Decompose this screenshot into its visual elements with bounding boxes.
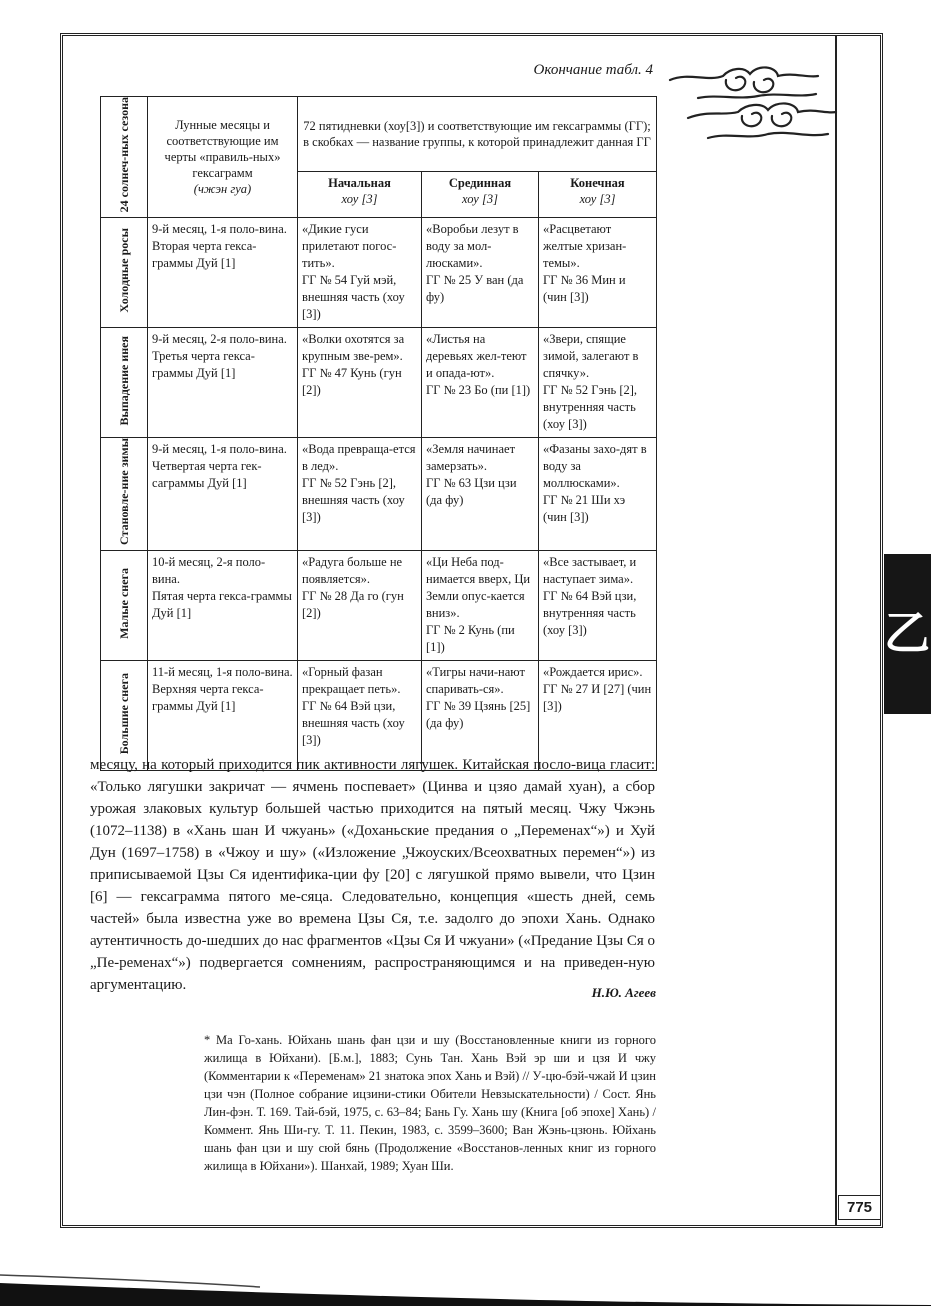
author-signature: Н.Ю. Агеев xyxy=(591,985,656,1000)
table-row xyxy=(101,438,657,551)
initial-cell: «Вода превраща-ется в лед». ГГ № 52 Гэнь [2], внешняя часть (хоу [3]) xyxy=(298,438,422,551)
middle-cell: «Листья на деревьях жел-теют и опада-ют». ГГ № 23 Бо (пи [1]) xyxy=(422,328,539,438)
header-final: Конечная хоу [3] xyxy=(539,171,657,218)
middle-cell: «Воробьи лезут в воду за мол-люсками». ГГ № 25 У ван (да фу) xyxy=(422,218,539,328)
header-pentads: 72 пятидневки (хоу[3]) и соответствующие им гексаграммы (ГГ); в скобках — название группы, к которой принадлежит данная ГГ xyxy=(298,97,657,172)
season-cell: Холодные росы xyxy=(101,218,148,328)
initial-cell: «Волки охотятся за крупным зве-рем». ГГ № 47 Кунь (гун [2]) xyxy=(298,328,422,438)
middle-cell: «Ци Неба под-нимается вверх, Ци Земли опус-кается вниз». ГГ № 2 Кунь (пи [1]) xyxy=(422,551,539,661)
season-cell: Большие снега xyxy=(101,661,148,771)
running-head: Окончание табл. 4 xyxy=(533,62,653,78)
table-row xyxy=(101,218,657,328)
middle-cell: «Тигры начи-нают спаривать-ся». ГГ № 39 Цзянь [25] (да фу) xyxy=(422,661,539,771)
month-cell: 9-й месяц, 1-я поло-вина. Вторая черта гекса-граммы Дуй [1] xyxy=(148,218,298,328)
footnote: * Ма Го-хань. Юйхань шань фан цзи и шу (Восстановленные книги из горного жилища в Юйхани). [Б.м.], 1883; Сунь Тан. Хань Вэй эр ши и цзя И чжу (Комментарии к «Переменам» 21 знатока эпох Хань и Вэй) // У-цю-бэй-чжай И цзин цзи чэн (Полное собрание ицзини-стики Обители Невзыскательности) / Сост. Янь Лин-фэн. Т. 169. Тай-бэй, 1975, с. 63–84; Бань Гу. Хань шу (Книга [об эпохе] Хань) / Коммент. Янь Ши-гу. Т. 11. Пекин, 1983, с. 3599–3600; Ван Жэнь-цзюнь. Юйхань шань фан цзи и шу сюй бянь (Продолжение «Восстанов-ленных книг из горного жилища в Юйхани»). Шанхай, 1989; Хуан Ши. xyxy=(204,1033,656,1173)
page-number: 775 xyxy=(838,1195,880,1220)
initial-cell: «Радуга больше не появляется». ГГ № 28 Да го (гун [2]) xyxy=(298,551,422,661)
final-cell: «Расцветают желтые хризан-темы». ГГ № 36 Мин и (чин [3]) xyxy=(539,218,657,328)
season-cell: Становле-ние зимы xyxy=(101,438,148,551)
final-cell: «Фазаны захо-дят в воду за моллюсками». ГГ № 21 Ши хэ (чин [3]) xyxy=(539,438,657,551)
body-paragraph: месяцу, на который приходится пик активности лягушек. Китайская посло-вица гласит: «Только лягушки закричат — ячмень поспевает» (Цинва и цзяо дамай хуан), а сбор урожая злаковых культур большей частью приходится на пятый месяц. Чжу Чжэнь (1072–1138) в «Хань шан И чжуань» («Доханьские предания о „Переменах“») и Хуй Дун (1697–1758) в «Чжоу и шу» («Изложение „Чжоуских/Всеохватных перемен“») из приписываемой Цзы Ся идентифика-ции фу [20] с лягушкой прямо вывели, что Цзин [6] — гексаграмма пятого ме-сяца. Следовательно, концепция «шесть дней, семь частей» была известна уже во времена Цзы Ся, т.е. задолго до эпохи Хань. Однако аутентичность до-шедших до нас фрагментов «Цзы Ся И чжуани» («Предание Цзы Ся о „Пе-ременах“») подвергается сомнениям, распространяющимся и на приведен-ную аргументацию. xyxy=(90,757,656,993)
header-season: 24 солнеч-ных сезона xyxy=(101,97,148,218)
cloud-ornament-icon xyxy=(668,58,838,148)
thumb-tab-glyph: 乙 xyxy=(884,606,930,660)
final-cell: «Рождается ирис». ГГ № 27 И [27] (чин [3]) xyxy=(539,661,657,771)
table-row xyxy=(101,551,657,661)
table-header-row xyxy=(101,97,657,172)
header-initial: Начальная хоу [3] xyxy=(298,171,422,218)
month-cell: 9-й месяц, 2-я поло-вина. Третья черта гекса-граммы Дуй [1] xyxy=(148,328,298,438)
month-cell: 11-й месяц, 1-я поло-вина. Верхняя черта гекса-граммы Дуй [1] xyxy=(148,661,298,771)
margin-rule xyxy=(835,35,837,1225)
lunar-months-table xyxy=(100,96,657,771)
final-cell: «Все застывает, и наступает зима». ГГ № 64 Вэй цзи, внутренняя часть (хоу [3]) xyxy=(539,551,657,661)
body-text xyxy=(90,754,655,996)
scan-edge-shadow xyxy=(0,1265,931,1306)
middle-cell: «Земля начинает замерзать». ГГ № 63 Цзи цзи (да фу) xyxy=(422,438,539,551)
month-cell: 9-й месяц, 1-я поло-вина. Четвертая черта гек-саграммы Дуй [1] xyxy=(148,438,298,551)
season-cell: Малые снега xyxy=(101,551,148,661)
table-row xyxy=(101,328,657,438)
season-cell: Выпадение инея xyxy=(101,328,148,438)
header-lunar-months: Лунные месяцы и соответствующие им черты «правиль-ных» гексаграмм (чжэн гуа) xyxy=(148,97,298,218)
initial-cell: «Дикие гуси прилетают погос-тить». ГГ № 54 Гуй мэй, внешняя часть (хоу [3]) xyxy=(298,218,422,328)
final-cell: «Звери, спящие зимой, залегают в спячку». ГГ № 52 Гэнь [2], внутренняя часть (хоу [3]) xyxy=(539,328,657,438)
initial-cell: «Горный фазан прекращает петь». ГГ № 64 Вэй цзи, внешняя часть (хоу [3]) xyxy=(298,661,422,771)
month-cell: 10-й месяц, 2-я поло-вина. Пятая черта гекса-граммы Дуй [1] xyxy=(148,551,298,661)
header-middle: Срединная хоу [3] xyxy=(422,171,539,218)
